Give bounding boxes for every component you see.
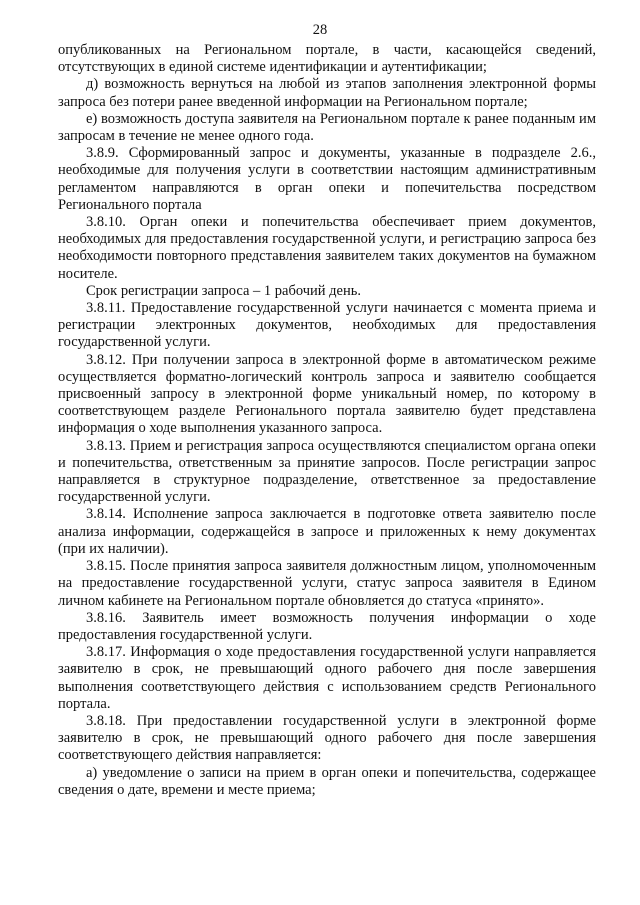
paragraph-p7: 3.8.12. При получении запроса в электронной форме в автоматическом режиме осуществляется форматно-логический контроль запроса и заявителю сообщается присвоенный запросу в электронной форме уникальный номер, по которому в соответствующем разделе Регионального портала заявителю будет представлена информация о ходе выполнения указанного запроса. xyxy=(58,351,596,437)
paragraph-p1: д) возможность вернуться на любой из этапов заполнения электронной формы запроса без потери ранее введенной информации на Региональном портале; xyxy=(58,76,596,110)
page-number: 28 xyxy=(312,22,328,38)
paragraph-p8: 3.8.13. Прием и регистрация запроса осуществляются специалистом органа опеки и попечительства, ответственным за принятие запросов. После регистрации запрос направляется в структурное подразделение, ответственное за предоставление государственной услуги. xyxy=(58,437,596,506)
paragraph-p6: 3.8.11. Предоставление государственной услуги начинается с момента приема и регистрации электронных документов, необходимых для предоставления государственной услуги. xyxy=(58,300,596,351)
paragraph-p9: 3.8.14. Исполнение запроса заключается в подготовке ответа заявителю после анализа информации, содержащейся в запросе и приложенных к нему документах (при их наличии). xyxy=(58,506,596,557)
paragraph-p3: 3.8.9. Сформированный запрос и документы, указанные в подразделе 2.6., необходимые для получения услуги в соответствии настоящим административным регламентом направляются в орган опеки и попечительства посредством Регионального портала xyxy=(58,145,596,213)
paragraph-p13: 3.8.18. При предоставлении государственной услуги в электронной форме заявителю в срок, не превышающий одного рабочего дня после завершения соответствующего действия направляется: xyxy=(58,712,596,764)
paragraph-p12: 3.8.17. Информация о ходе предоставления государственной услуги направляется заявителю в срок, не превышающий одного рабочего дня после завершения выполнения соответствующего действия с использованием средств Регионального портала. xyxy=(58,644,596,712)
paragraph-p5: Срок регистрации запроса – 1 рабочий день. xyxy=(86,282,361,299)
document-body xyxy=(58,42,596,799)
paragraph-p10: 3.8.15. После принятия запроса заявителя должностным лицом, уполномоченным на предоставление государственной услуги, статус запроса заявителя в Едином личном кабинете на Региональном портале обновляется до статуса «принято». xyxy=(58,558,596,609)
paragraph-p2: е) возможность доступа заявителя на Региональном портале к ранее поданным им запросам в течение не менее одного года. xyxy=(58,110,596,145)
paragraph-p0: опубликованных на Региональном портале, в части, касающейся сведений, отсутствующих в единой системе идентификации и аутентификации; xyxy=(58,42,596,76)
paragraph-p14: а) уведомление о записи на прием в орган опеки и попечительства, содержащее сведения о дате, времени и месте приема; xyxy=(58,764,596,798)
paragraph-p4: 3.8.10. Орган опеки и попечительства обеспечивает прием документов, необходимых для предоставления государственной услуги, и регистрацию запроса без необходимости повторного представления заявителем таких документов на бумажном носителе. xyxy=(58,214,596,282)
paragraph-p11: 3.8.16. Заявитель имеет возможность получения информации о ходе предоставления государственной услуги. xyxy=(58,609,596,643)
